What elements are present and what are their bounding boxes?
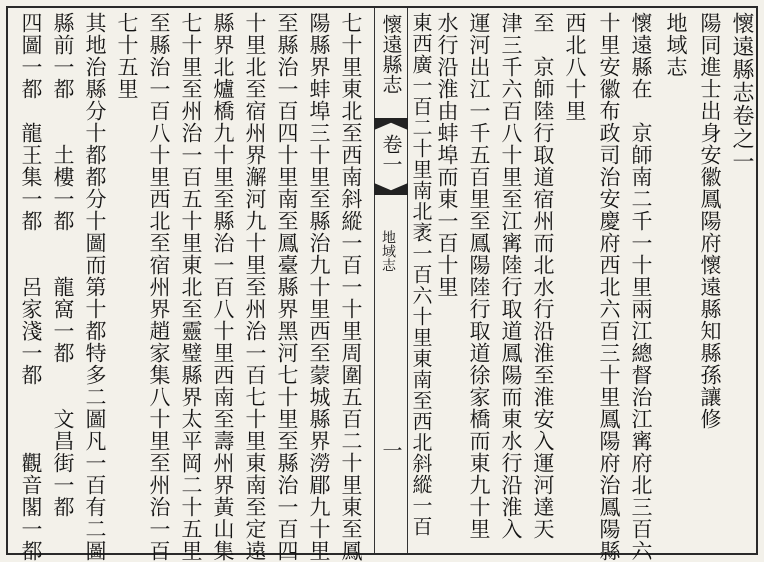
text-column: 縣界北爐橋九十里至縣治一百八十里西南至壽州界黃山集 — [211, 12, 235, 562]
text-column: 十里北至宿州界澥河九十里至州治一百七十里東南至定遠 — [243, 12, 267, 562]
text-column: 東西廣一百二十里南北袤一百六十里東南至西北斜縱一百 — [409, 12, 433, 537]
author-line: 陽同進士出身安徽鳳陽府懷遠縣知縣孫讓修 — [698, 12, 722, 430]
text-column: 陽縣界蚌埠三十里至縣治九十里西至蒙城縣界澇郿九十里 — [307, 12, 331, 562]
center-title: 懷遠縣志 — [379, 14, 403, 94]
text-column: 其地治縣分十都都分十圖而第十都特多二圖凡一百有二圖 — [83, 12, 107, 562]
text-column: 至縣治一百八十里西北至宿州界趙家集八十里至州治一百 — [147, 12, 171, 562]
text-column: 懷遠縣在 京師南二千一十里兩江總督治江寗府北三百六 — [629, 12, 653, 562]
text-column: 七十五里 — [115, 12, 139, 100]
district-list-column: 四圖一都 龍王集一都 呂家淺一都 觀音閣一都 — [19, 12, 43, 562]
text-column: 西北八十里 — [563, 12, 587, 122]
text-column: 水行沿淮由蚌埠而東一百十里 — [435, 12, 459, 298]
volume-heading: 懷遠縣志卷之一 — [729, 12, 754, 173]
text-column: 至縣治一百四十里南至鳳臺縣界黑河七十里至縣治一百四 — [275, 12, 299, 562]
text-column: 七十里至州治一百五十里東北至靈璧縣界太平岡二十五里 — [179, 12, 203, 562]
text-column: 津三千六百八十里至江寗陸行取道鳳陽而東水行沿淮入 — [499, 12, 523, 540]
chapter-heading: 地域志 — [664, 12, 688, 78]
center-section: 地域志 — [380, 230, 396, 272]
text-column: 運河出江一千五百里至鳳陽陸行取道徐家橋而東九十里 — [467, 12, 491, 540]
district-list-column: 縣前一都 土樓一都 龍窩一都 文昌街一都 — [51, 12, 75, 518]
text-column: 至 京師陸行取道宿州而北水行沿淮至淮安入運河達天 — [531, 12, 555, 540]
page-number: 一 — [379, 440, 403, 460]
center-volume: 卷一 — [379, 134, 403, 174]
text-column: 十里安徽布政司治安慶府西北六百三十里鳳陽府治鳳陽縣 — [597, 12, 621, 562]
text-column: 七十里東北至西南斜縱一百一十里周圍五百二十里東至鳳 — [339, 12, 363, 562]
